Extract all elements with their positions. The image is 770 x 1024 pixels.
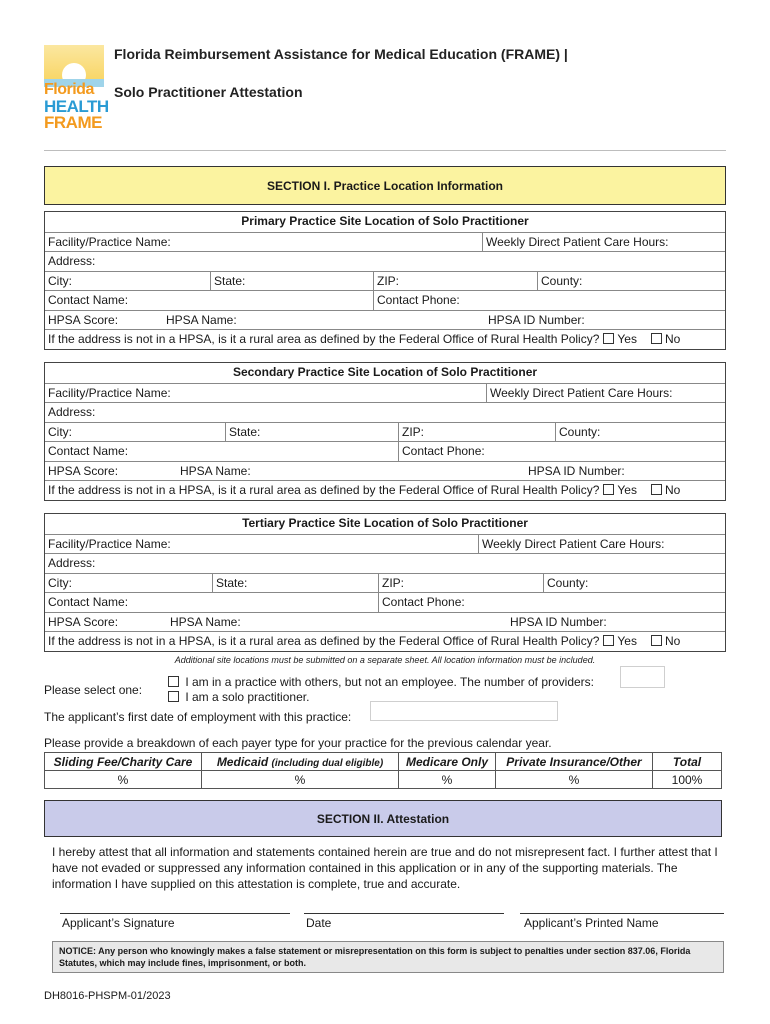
practice-type-prompt: Please select one: [44, 683, 143, 697]
header-medicaid-label: Medicaid [216, 754, 269, 769]
header-sliding-fee: Sliding Fee/Charity Care [45, 753, 202, 771]
printed-name-line[interactable] [520, 913, 724, 914]
address-field[interactable] [45, 252, 725, 271]
hpsa-name-field[interactable] [163, 311, 485, 330]
contact-phone-field[interactable] [398, 442, 725, 461]
state-label: State: [229, 424, 261, 439]
hpsa-id-field[interactable] [485, 311, 725, 330]
payer-breakdown-table [44, 752, 722, 789]
header-private-insurance: Private Insurance/Other [496, 753, 653, 771]
rural-row [45, 329, 725, 349]
rural-no-checkbox[interactable] [651, 635, 662, 646]
city-row [45, 573, 725, 593]
zip-field[interactable] [373, 272, 537, 291]
city-row [45, 422, 725, 442]
address-field[interactable] [45, 554, 725, 573]
city-label: City: [48, 424, 72, 439]
address-row [45, 251, 725, 271]
hpsa-id-label: HPSA ID Number: [488, 312, 585, 327]
practice-with-others-label: I am in a practice with others, but not an employee. The number of providers: [185, 675, 594, 689]
contact-phone-field[interactable] [378, 593, 725, 612]
rural-yes-checkbox[interactable] [603, 635, 614, 646]
option-solo-practitioner[interactable] [168, 690, 309, 704]
rural-question-text: If the address is not in a HPSA, is it a rural area as defined by the Federal Office of Rural Health Policy? [48, 634, 600, 648]
payer-header-row [45, 753, 722, 771]
hpsa-score-field[interactable] [45, 613, 167, 632]
county-field[interactable] [543, 574, 725, 593]
hpsa-id-field[interactable] [507, 613, 725, 632]
rural-yes-label: Yes [617, 634, 637, 648]
header-total: Total [653, 753, 722, 771]
site-heading: Primary Practice Site Location of Solo Practitioner [241, 214, 529, 228]
total-value: 100% [653, 771, 722, 789]
county-label: County: [541, 273, 583, 288]
printed-name-label: Applicant’s Printed Name [524, 916, 659, 930]
site-heading: Secondary Practice Site Location of Solo Practitioner [232, 365, 538, 379]
city-label: City: [48, 575, 72, 590]
site-table-3 [44, 513, 726, 652]
address-label: Address: [48, 405, 96, 419]
rural-no-label: No [664, 483, 681, 497]
weekly-hours-field[interactable] [478, 535, 725, 554]
payer-intro: Please provide a breakdown of each payer type for your practice for the previous calendar year. [44, 736, 552, 750]
city-field[interactable] [45, 272, 210, 291]
hpsa-name-label: HPSA Name: [180, 463, 251, 478]
facility-name-label: Facility/Practice Name: [48, 234, 171, 249]
address-label: Address: [48, 254, 96, 268]
hpsa-score-field[interactable] [45, 311, 163, 330]
medicare-value[interactable]: % [399, 771, 496, 789]
address-field[interactable] [45, 403, 725, 422]
site-table-1 [44, 211, 726, 350]
contact-phone-field[interactable] [373, 291, 725, 310]
weekly-hours-label: Weekly Direct Patient Care Hours: [486, 234, 669, 249]
county-label: County: [547, 575, 589, 590]
page-subtitle: Solo Practitioner Attestation [114, 84, 303, 100]
rural-question [45, 481, 725, 500]
state-field[interactable] [212, 574, 378, 593]
rural-yes-label: Yes [617, 332, 637, 346]
private-insurance-value[interactable]: % [496, 771, 653, 789]
signature-label: Applicant’s Signature [62, 916, 175, 930]
legal-notice: NOTICE: Any person who knowingly makes a false statement or misrepresentation on this form is subject to penalties under section 837.06, Florida Statutes, which may include fines, imprisonment, or both. [52, 941, 724, 973]
facility-name-field[interactable] [45, 535, 478, 554]
state-label: State: [216, 575, 248, 590]
weekly-hours-label: Weekly Direct Patient Care Hours: [490, 385, 673, 400]
hpsa-score-label: HPSA Score: [48, 463, 119, 478]
contact-row [45, 290, 725, 310]
florida-health-frame-logo [44, 45, 109, 132]
facility-row [45, 383, 725, 403]
date-line[interactable] [304, 913, 504, 914]
county-field[interactable] [555, 423, 725, 442]
weekly-hours-field[interactable] [482, 233, 725, 252]
rural-yes-checkbox[interactable] [603, 484, 614, 495]
solo-practitioner-label: I am a solo practitioner. [185, 690, 310, 704]
rural-question [45, 330, 725, 349]
contact-name-label: Contact Name: [48, 595, 129, 609]
rural-question [45, 632, 725, 651]
solo-practitioner-checkbox[interactable] [168, 691, 179, 702]
section2-banner [44, 800, 722, 837]
rural-question-text: If the address is not in a HPSA, is it a rural area as defined by the Federal Office of Rural Health Policy? [48, 332, 600, 346]
contact-name-field[interactable] [45, 593, 378, 612]
hpsa-row [45, 310, 725, 330]
number-of-providers-field[interactable] [620, 666, 665, 688]
rural-row [45, 480, 725, 500]
hpsa-id-label: HPSA ID Number: [510, 614, 607, 629]
option-practice-with-others[interactable] [168, 675, 594, 689]
facility-row [45, 534, 725, 554]
date-label: Date [306, 916, 332, 930]
contact-row [45, 592, 725, 612]
rural-no-label: No [664, 634, 681, 648]
facility-name-field[interactable] [45, 233, 482, 252]
rural-question-text: If the address is not in a HPSA, is it a rural area as defined by the Federal Office of Rural Health Policy? [48, 483, 600, 497]
header-medicare: Medicare Only [399, 753, 496, 771]
hpsa-score-field[interactable] [45, 462, 177, 481]
form-id: DH8016-PHSPM-01/2023 [44, 990, 171, 1002]
sliding-fee-value[interactable]: % [45, 771, 202, 789]
contact-row [45, 441, 725, 461]
practice-with-others-checkbox[interactable] [168, 676, 179, 687]
rural-no-checkbox[interactable] [651, 333, 662, 344]
facility-name-field[interactable] [45, 384, 486, 403]
zip-label: ZIP: [377, 273, 400, 288]
signature-line[interactable] [60, 913, 290, 914]
rural-row [45, 631, 725, 651]
address-row [45, 402, 725, 422]
first-date-label: The applicant’s first date of employment with this practice: [44, 710, 352, 724]
hpsa-name-field[interactable] [167, 613, 507, 632]
hpsa-row [45, 461, 725, 481]
zip-field[interactable] [398, 423, 555, 442]
state-field[interactable] [210, 272, 373, 291]
hpsa-name-label: HPSA Name: [170, 614, 241, 629]
rural-yes-label: Yes [617, 483, 637, 497]
attestation-text: I hereby attest that all information and statements contained herein are true and do not misrepresent fact. I further attest that I have not evaded or suppressed any information contained in this application or in any of the supporting materials. The information I have supplied on this attestation is complete, true and accurate. [52, 845, 718, 891]
facility-name-label: Facility/Practice Name: [48, 536, 171, 551]
rural-no-checkbox[interactable] [651, 484, 662, 495]
rural-no-label: No [664, 332, 681, 346]
site-heading: Tertiary Practice Site Location of Solo Practitioner [242, 516, 528, 530]
logo-text-frame: FRAME [44, 113, 102, 132]
hpsa-name-label: HPSA Name: [166, 312, 237, 327]
state-field[interactable] [225, 423, 398, 442]
section1-banner [44, 166, 726, 205]
weekly-hours-label: Weekly Direct Patient Care Hours: [482, 536, 665, 551]
header-divider [44, 150, 726, 151]
additional-sites-note: Additional site locations must be submitted on a separate sheet. All location information must be included. [174, 655, 596, 665]
hpsa-id-label: HPSA ID Number: [528, 463, 625, 478]
logo-text-florida: Florida [44, 81, 94, 98]
city-label: City: [48, 273, 72, 288]
state-label: State: [214, 273, 246, 288]
contact-phone-label: Contact Phone: [402, 444, 485, 458]
zip-label: ZIP: [382, 575, 405, 590]
county-field[interactable] [537, 272, 725, 291]
hpsa-score-label: HPSA Score: [48, 312, 119, 327]
address-label: Address: [48, 556, 96, 570]
hpsa-id-field[interactable] [525, 462, 725, 481]
zip-field[interactable] [378, 574, 543, 593]
section2-title: SECTION II. Attestation [316, 811, 450, 826]
address-row [45, 553, 725, 573]
medicaid-value[interactable]: % [202, 771, 399, 789]
facility-row [45, 232, 725, 252]
hpsa-row [45, 612, 725, 632]
site-table-2 [44, 362, 726, 501]
rural-yes-checkbox[interactable] [603, 333, 614, 344]
contact-phone-label: Contact Phone: [382, 595, 465, 609]
contact-name-label: Contact Name: [48, 293, 129, 307]
hpsa-name-field[interactable] [177, 462, 525, 481]
contact-name-field[interactable] [45, 442, 398, 461]
page-title: Florida Reimbursement Assistance for Medical Education (FRAME) | [114, 46, 568, 62]
header-medicaid [202, 753, 399, 771]
payer-value-row [45, 771, 722, 789]
contact-phone-label: Contact Phone: [377, 293, 460, 307]
hpsa-score-label: HPSA Score: [48, 614, 119, 629]
facility-name-label: Facility/Practice Name: [48, 385, 171, 400]
section1-title: SECTION I. Practice Location Information [266, 178, 504, 193]
county-label: County: [559, 424, 601, 439]
header-medicaid-note: (including dual eligible) [271, 757, 384, 769]
city-row [45, 271, 725, 291]
logo-text-health: HEALTH [44, 97, 109, 116]
weekly-hours-field[interactable] [486, 384, 725, 403]
zip-label: ZIP: [402, 424, 425, 439]
contact-name-field[interactable] [45, 291, 373, 310]
contact-name-label: Contact Name: [48, 444, 129, 458]
first-date-field[interactable] [370, 701, 558, 721]
city-field[interactable] [45, 423, 225, 442]
city-field[interactable] [45, 574, 212, 593]
